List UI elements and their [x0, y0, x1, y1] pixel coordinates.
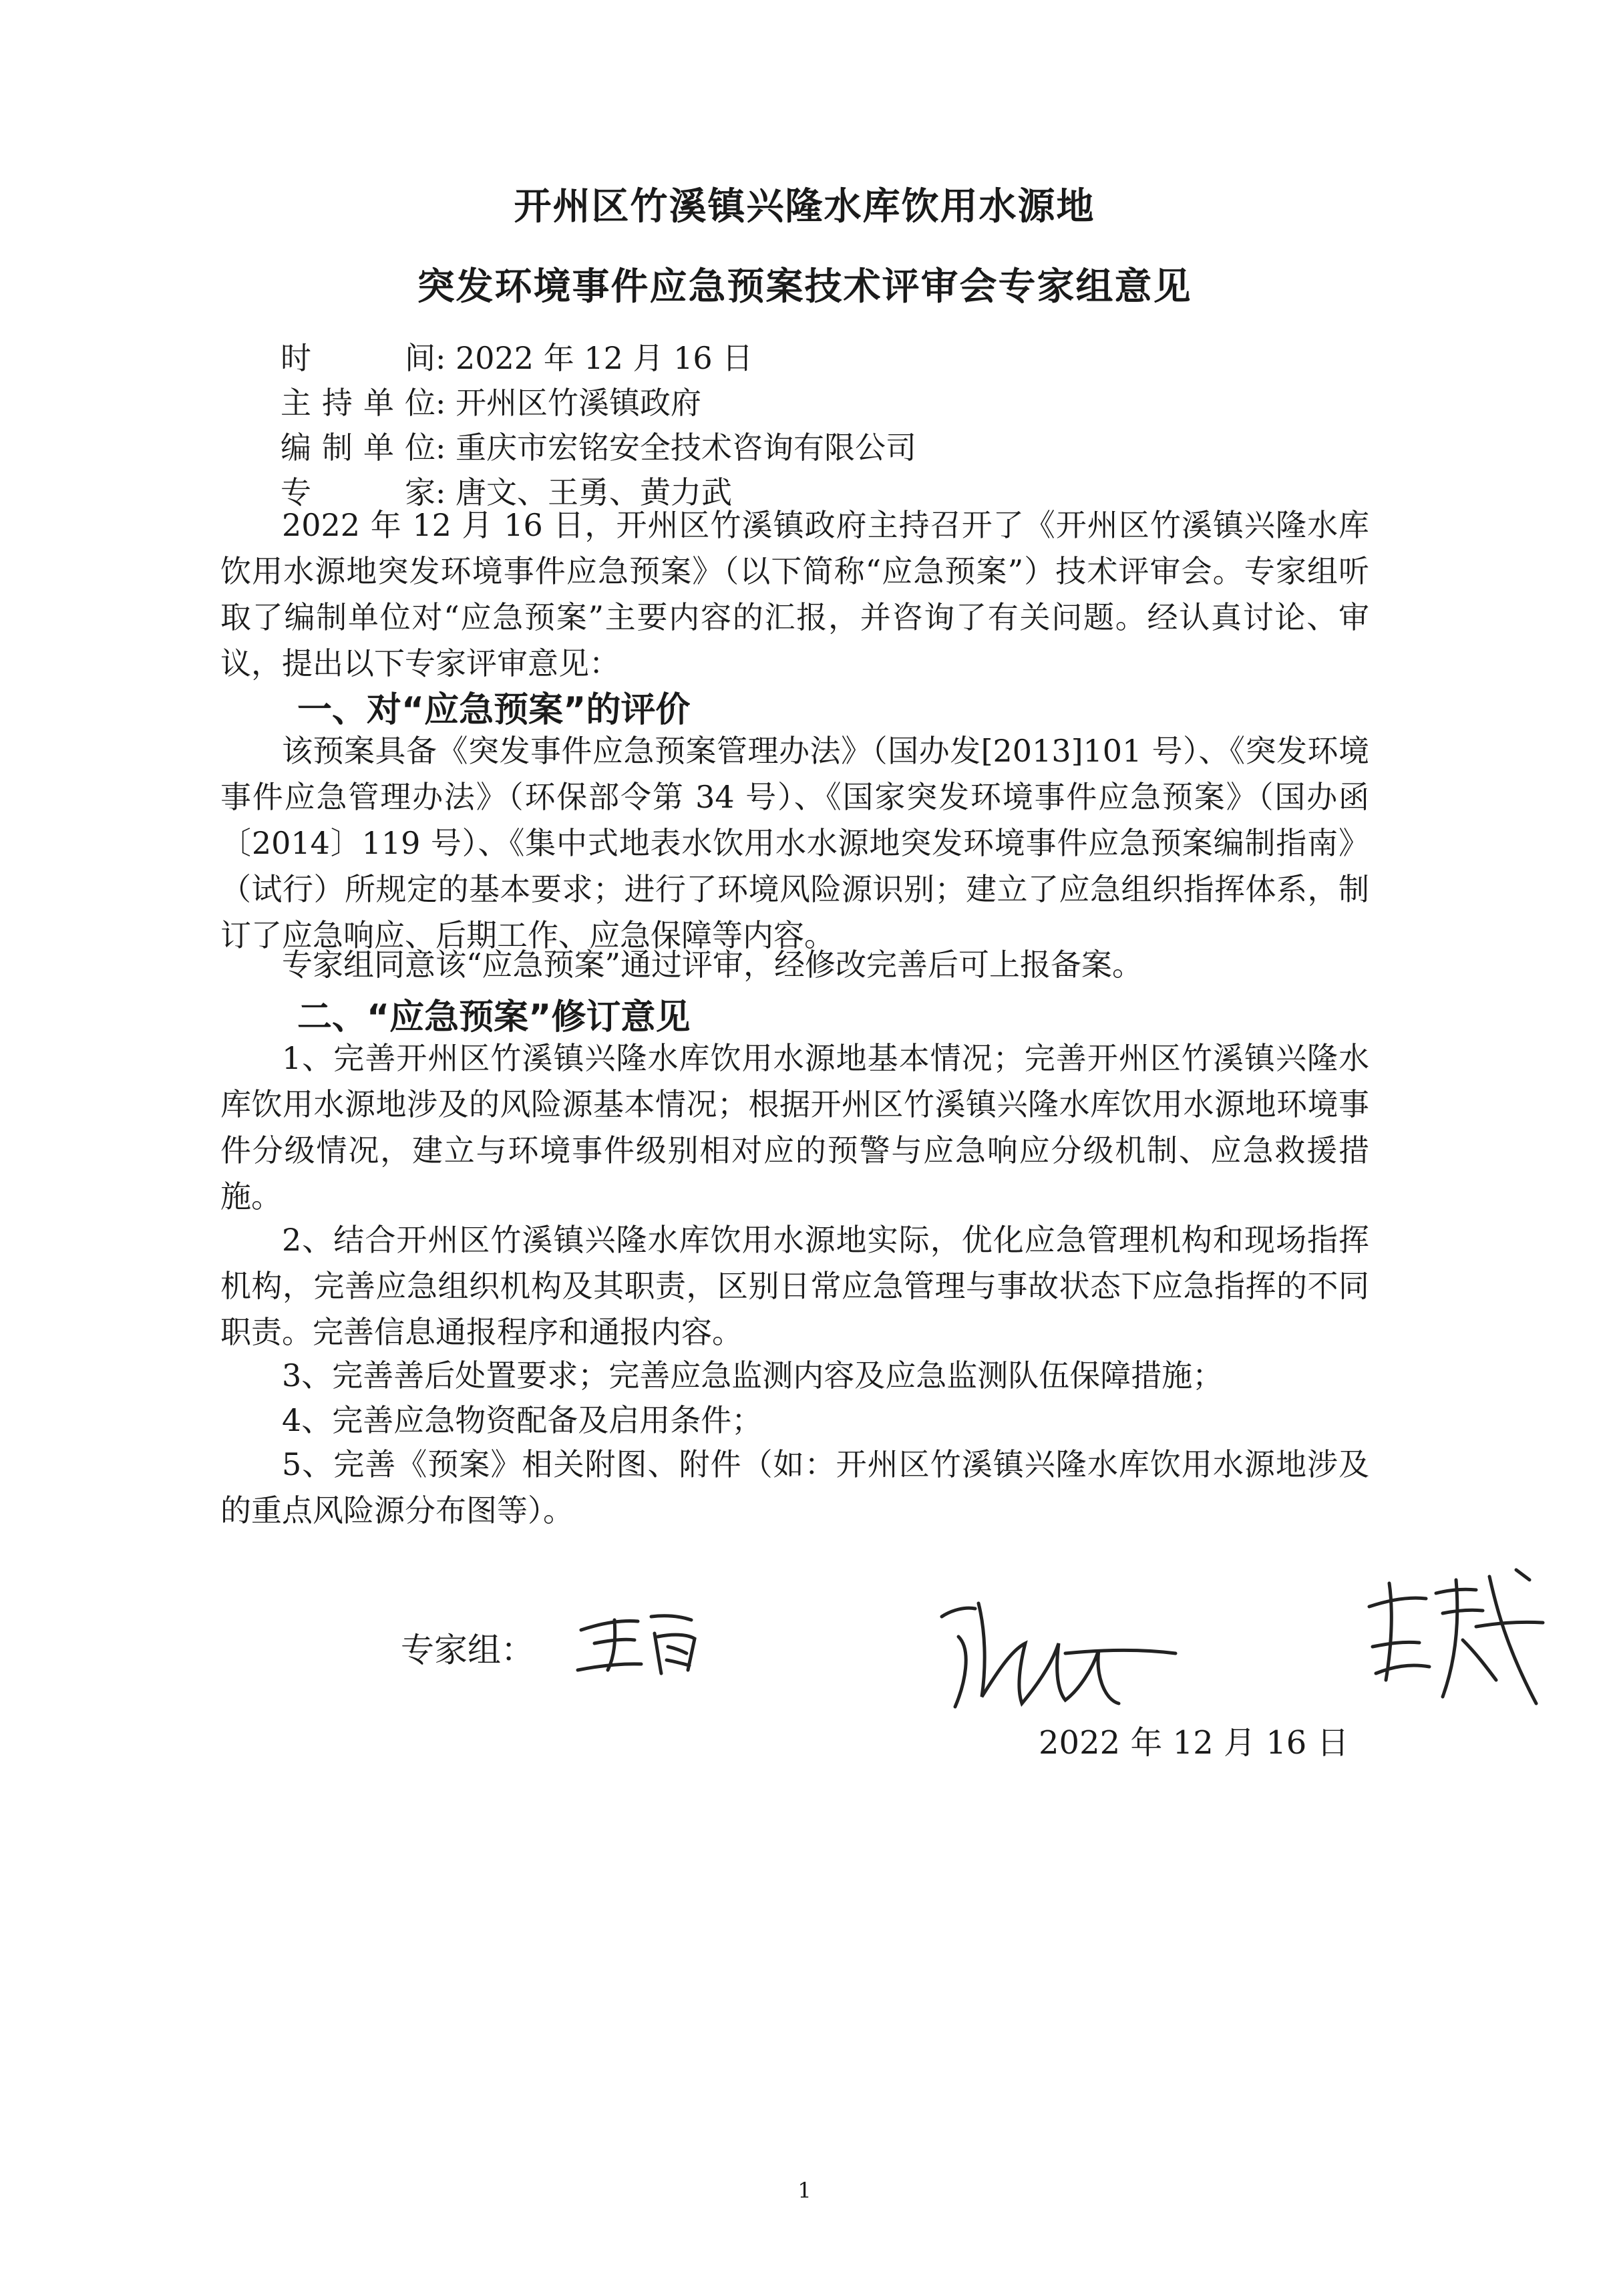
document-title-line2: 突发环境事件应急预案技术评审会专家组意见	[417, 265, 1192, 309]
section2-heading: 二、“应急预案”修订意见	[297, 997, 691, 1037]
meta-row-experts: 专家: 唐文、王勇、黄力武	[281, 468, 732, 512]
meta-row-compiler: 编制单位: 重庆市宏铭安全技术咨询有限公司	[281, 424, 916, 468]
meta-row-host: 主持单位: 开州区竹溪镇政府	[281, 379, 701, 423]
section1-heading: 一、对“应急预案”的评价	[297, 690, 691, 730]
expert-group-label: 专家组：	[401, 1631, 534, 1669]
section1-conclusion: 专家组同意该“应急预案”通过评审，经修改完善后可上报备案。	[282, 947, 1143, 983]
revision-item-4: 4、完善应急物资配备及启用条件；	[282, 1402, 763, 1438]
meta-value: 重庆市宏铭安全技术咨询有限公司	[456, 430, 916, 466]
meta-label: 时间	[281, 340, 435, 376]
intro-paragraph: 2022 年 12 月 16 日，开州区竹溪镇政府主持召开了《开州区竹溪镇兴隆水库饮用水源地突发环境事件应急预案》（以下简称“应急预案”）技术评审会。专家组听取了编制单位对“应急预案”主要内容的汇报，并咨询了有关问题。经认真讨论、审议，提出以下专家评审意见：	[220, 507, 1369, 681]
meta-row-time: 时间: 2022 年 12 月 16 日	[281, 334, 753, 378]
meta-value: 2022 年 12 月 16 日	[456, 340, 753, 376]
page-number: 1	[797, 2178, 812, 2203]
signature-image-1	[574, 1607, 708, 1680]
meta-label: 专家	[281, 474, 435, 510]
section1-paragraph: 该预案具备《突发事件应急预案管理办法》（国办发[2013]101 号）、《突发环境事件应急管理办法》（环保部令第 34 号）、《国家突发环境事件应急预案》（国办函〔2014〕119 号）、《集中式地表水饮用水水源地突发环境事件应急预案编制指南》（试行）所规定的基本要求；进行了环境风险源识别；建立了应急组织指挥体系，制订了应急响应、后期工作、应急保障等内容。	[220, 733, 1369, 953]
meta-value: 唐文、王勇、黄力武	[456, 474, 732, 510]
document-title-line1: 开州区竹溪镇兴隆水库饮用水源地	[514, 185, 1095, 228]
meta-label: 编制单位	[281, 430, 435, 466]
meta-value: 开州区竹溪镇政府	[456, 385, 701, 421]
revision-item-1: 1、完善开州区竹溪镇兴隆水库饮用水源地基本情况；完善开州区竹溪镇兴隆水库饮用水源地涉及的风险源基本情况；根据开州区竹溪镇兴隆水库饮用水源地环境事件分级情况，建立与环境事件级别相对应的预警与应急响应分级机制、应急救援措施。	[220, 1040, 1369, 1214]
revision-item-5: 5、完善《预案》相关附图、附件（如：开州区竹溪镇兴隆水库饮用水源地涉及的重点风险源分布图等）。	[220, 1446, 1369, 1528]
revision-item-3: 3、完善善后处置要求；完善应急监测内容及应急监测队伍保障措施；	[282, 1357, 1224, 1393]
signature-image-2	[938, 1590, 1179, 1724]
signature-image-3	[1363, 1567, 1563, 1713]
meta-label: 主持单位	[281, 385, 435, 421]
signature-date: 2022 年 12 月 16 日	[1039, 1724, 1349, 1762]
revision-item-2: 2、结合开州区竹溪镇兴隆水库饮用水源地实际，优化应急管理机构和现场指挥机构，完善应急组织机构及其职责，区别日常应急管理与事故状态下应急指挥的不同职责。完善信息通报程序和通报内容。	[220, 1222, 1369, 1350]
